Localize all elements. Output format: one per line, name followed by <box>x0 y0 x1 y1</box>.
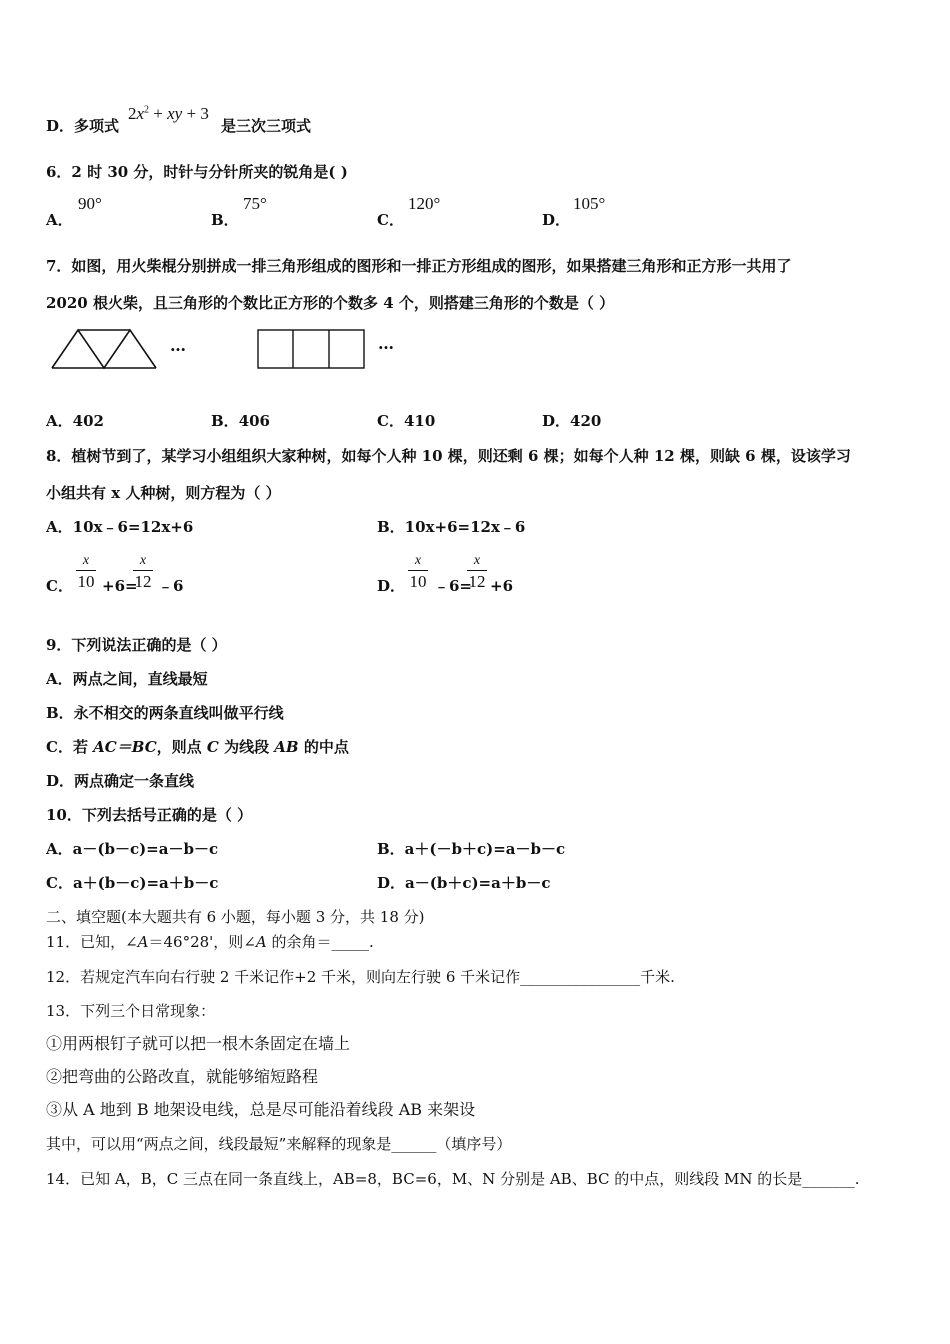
q7-option-c <box>377 411 435 431</box>
expr-plus: + <box>149 104 168 123</box>
q8-option-b: B．10x+6=12x﹣6 <box>377 518 526 536</box>
squares-outline <box>258 330 364 368</box>
q6-option-d-letter: D． <box>542 211 571 229</box>
q7-a-letter: A． <box>46 412 73 430</box>
q9c-point: C <box>206 738 219 756</box>
q5-option-d <box>46 116 119 136</box>
q9-option-d: D．两点确定一条直线 <box>46 772 195 790</box>
q5d-expression <box>128 104 209 124</box>
q8-c-den2: 12 <box>134 572 152 591</box>
q6-option-d-value: 105° <box>573 194 606 213</box>
q8-option-a: A．10x﹣6=12x+6 <box>46 518 194 536</box>
triangle-zigzag <box>52 330 156 368</box>
q11-angle: ∠A <box>125 933 149 951</box>
q14: 14．已知 A，B，C 三点在同一条直线上，AB=8，BC=6，M、N 分别是 AB、BC 的中点，则线段 MN 的长是_______. <box>46 1170 860 1188</box>
q10-stem: 10．下列去括号正确的是（ ） <box>46 806 253 824</box>
q9-option-a: A．两点之间，直线最短 <box>46 670 208 688</box>
q11-post: 的余角＝_____. <box>266 933 374 951</box>
q9c-segment: AB <box>274 738 299 756</box>
q8-c-den1: 10 <box>77 572 95 591</box>
q7-option-a <box>46 411 104 431</box>
q8-d-end: +6 <box>490 577 514 595</box>
q7-b-letter: B． <box>211 412 239 430</box>
expr-var-x: x <box>136 104 145 123</box>
q5d-suffix: 是三次三项式 <box>221 117 312 135</box>
q6-option-c-value: 120° <box>408 194 441 213</box>
q6-stem: 6．2 时 30 分，时针与分针所夹的锐角是( ) <box>46 163 348 181</box>
q11-prefix: 11．已知， <box>46 933 126 951</box>
q9-option-b: B．永不相交的两条直线叫做平行线 <box>46 704 284 722</box>
q8-c-num1: x <box>82 553 90 568</box>
q7-d-letter: D． <box>542 412 571 430</box>
q7-c-value: 410 <box>403 412 436 430</box>
triangles-figure <box>50 328 162 372</box>
q10-option-d: D．a－(b＋c)=a＋b－c <box>377 874 551 892</box>
q8-d-den1: 10 <box>409 572 427 591</box>
q10-option-c: C．a＋(b－c)=a＋b－c <box>46 874 219 892</box>
q11-eq: ＝46°28'，则 <box>148 933 244 951</box>
q9c-prefix: C．若 <box>46 738 94 756</box>
expr-exponent: 2 <box>144 104 150 116</box>
q8-d-fraction-1 <box>407 552 429 593</box>
q8-d-den2: 12 <box>468 572 486 591</box>
q13-tail: 其中，可以用“两点之间，线段最短”来解释的现象是______（填序号） <box>46 1135 512 1153</box>
q11-angle2: ∠A <box>243 933 267 951</box>
expr-coef: 2 <box>128 104 137 123</box>
q6-option-a-value: 90° <box>78 194 102 213</box>
q13-item-2: ②把弯曲的公路改直，就能够缩短路程 <box>46 1067 319 1086</box>
q7-a-value: 402 <box>72 412 104 430</box>
q8-c-fraction-1 <box>75 552 97 593</box>
q7-option-b <box>211 411 270 431</box>
q6-option-b-value: 75° <box>243 194 267 213</box>
q8-c-mid: +6= <box>102 577 138 595</box>
q13-item-1: ①用两根钉子就可以把一根木条固定在墙上 <box>46 1034 351 1053</box>
q5d-prefix: D．多项式 <box>46 117 120 135</box>
q9c-equation: AC＝BC <box>93 738 157 756</box>
squares-ellipsis: … <box>378 334 395 353</box>
q8-d-letter: D． <box>377 577 406 595</box>
q9-option-c <box>46 737 349 757</box>
q8-line1: 8．植树节到了，某学习小组组织大家种树，如每个人种 10 棵，则还剩 6 棵；如每个人种 12 棵，则缺 6 棵，设该学习 <box>46 447 851 465</box>
triangles-ellipsis: … <box>170 336 187 355</box>
q8-d-fraction-2 <box>466 552 488 593</box>
q7-b-value: 406 <box>238 412 270 430</box>
q7-line2: 2020 根火柴，且三角形的个数比正方形的个数多 4 个，则搭建三角形的个数是（ ） <box>46 294 615 312</box>
q10-option-b: B．a＋(－b＋c)=a－b－c <box>377 840 566 858</box>
q8-c-num2: x <box>139 553 147 568</box>
q8-c-fraction-2 <box>132 552 154 593</box>
q6-option-b-letter: B． <box>211 211 239 229</box>
q7-d-value: 420 <box>570 412 602 430</box>
q8-d-mid: ﹣6= <box>434 577 473 595</box>
q8-d-num1: x <box>414 553 422 568</box>
q6-option-c-letter: C． <box>377 211 404 229</box>
q8-c-end: ﹣6 <box>158 577 184 595</box>
q8-c-letter: C． <box>46 577 73 595</box>
squares-figure <box>256 328 368 372</box>
expr-var-xy: xy <box>167 104 183 123</box>
section-2-heading: 二、填空题(本大题共有 6 小题，每小题 3 分，共 18 分) <box>46 908 425 926</box>
q7-option-d <box>542 411 601 431</box>
q7-c-letter: C． <box>377 412 404 430</box>
q7-line1: 7．如图，用火柴棍分别拼成一排三角形组成的图形和一排正方形组成的图形，如果搭建三角形和正方形一共用了 <box>46 257 792 275</box>
q9c-mid: ，则点 <box>156 738 207 756</box>
q9c-mid2: 为线段 <box>218 738 275 756</box>
q8-line2: 小组共有 x 人种树，则方程为（ ） <box>46 484 281 502</box>
q10-option-a: A．a－(b－c)=a－b－c <box>46 840 219 858</box>
expr-const: + 3 <box>182 104 209 123</box>
q11 <box>46 932 374 952</box>
q6-option-a-letter: A． <box>46 211 73 229</box>
q9-stem: 9．下列说法正确的是（ ） <box>46 636 227 654</box>
q12: 12．若规定汽车向右行驶 2 千米记作+2 千米，则向左行驶 6 千米记作________________千米. <box>46 968 675 986</box>
q13-stem: 13．下列三个日常现象： <box>46 1002 216 1020</box>
q13-item-3: ③从 A 地到 B 地架设电线，总是尽可能沿着线段 AB 来架设 <box>46 1100 476 1119</box>
q9c-end: 的中点 <box>298 738 349 756</box>
q8-d-num2: x <box>473 553 481 568</box>
